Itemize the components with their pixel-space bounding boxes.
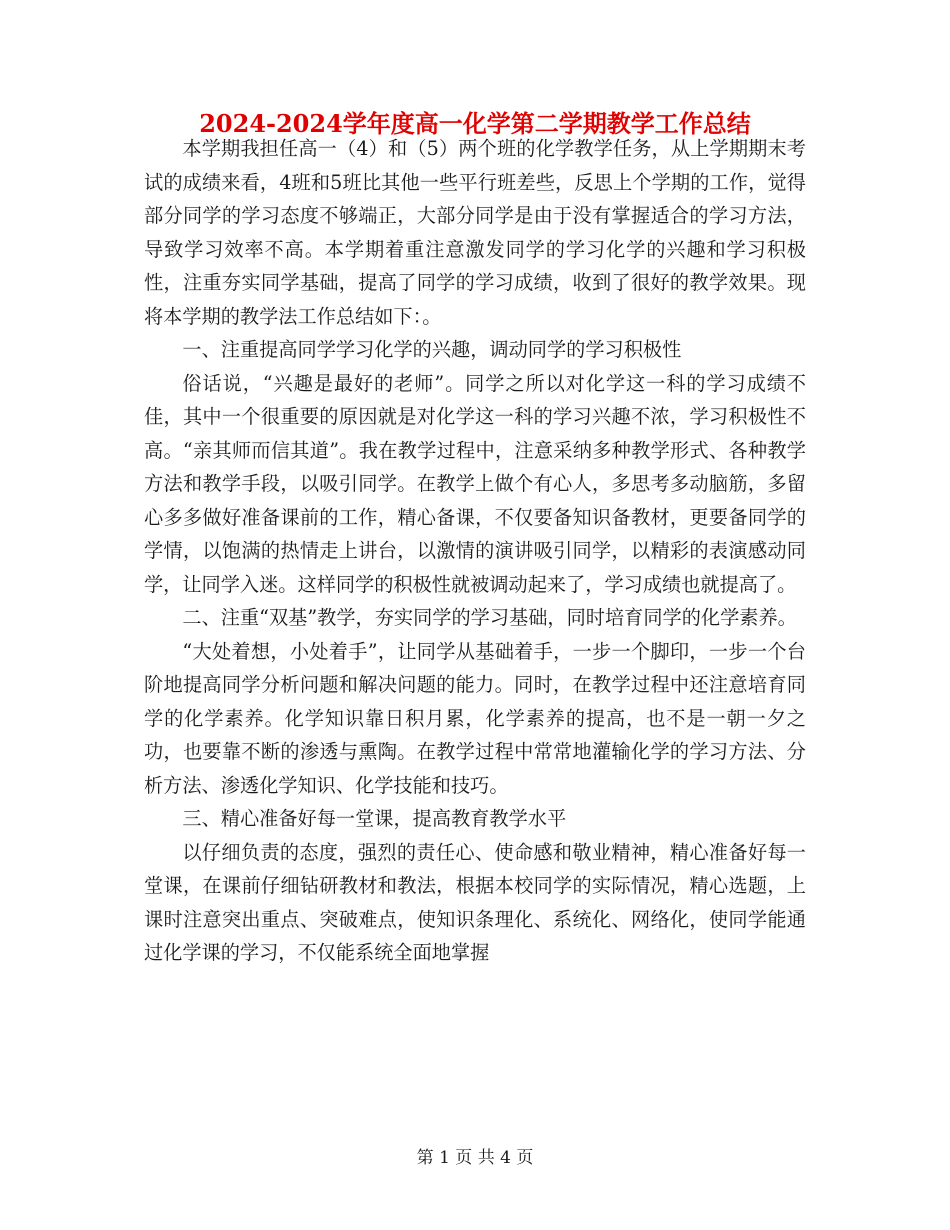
section-heading-3: 三、精心准备好每一堂课，提高教育教学水平 — [182, 807, 567, 830]
document-body — [144, 132, 806, 970]
paragraph-section-2: “大处着想，小处着手”，让同学从基础着手，一步一个脚印，一步一个台阶地提高同学分析问题和解决问题的能力。同时，在教学过程中还注意培育同学的化学素养。化学知识靠日积月累，化学素养的提高，也不是一朝一夕之功，也要靠不断的渗透与熏陶。在教学过程中常常地灌输化学的学习方法、分析方法、渗透化学知识、化学技能和技巧。 — [144, 639, 806, 797]
paragraph-intro: 本学期我担任高一（4）和（5）两个班的化学教学任务，从上学期期末考试的成绩来看，4班和5班比其他一些平行班差些，反思上个学期的工作，觉得部分同学的学习态度不够端正，大部分同学是由于没有掌握适合的学习方法，导致学习效率不高。本学期着重注意激发同学的学习化学的兴趣和学习积极性，注重夯实同学基础，提高了同学的学习成绩，收到了很好的教学效果。现将本学期的教学法工作总结如下：。 — [144, 137, 806, 328]
paragraph-section-3: 以仔细负责的态度，强烈的责任心、使命感和敬业精神，精心准备好每一堂课，在课前仔细钻研教材和教法，根据本校同学的实际情况，精心选题，上课时注意突出重点、突破难点，使知识条理化、系统化、网络化，使同学能通过化学课的学习，不仅能系统全面地掌握 — [144, 840, 806, 964]
page-footer: 第 1 页 共 4 页 — [416, 1148, 534, 1168]
paragraph-section-1: 俗话说，“兴趣是最好的老师”。同学之所以对化学这一科的学习成绩不佳，其中一个很重要的原因就是对化学这一科的学习兴趣不浓，学习积极性不高。“亲其师而信其道”。我在教学过程中，注意采纳多种教学形式、各种教学方法和教学手段，以吸引同学。在教学上做个有心人，多思考多动脑筋，多留心多多做好准备课前的工作，精心备课，不仅要备知识备教材，更要备同学的学情，以饱满的热情走上讲台，以激情的演讲吸引同学，以精彩的表演感动同学，让同学入迷。这样同学的积极性就被调动起来了，学习成绩也就提高了。 — [144, 371, 806, 596]
document-title: 2024-2024学年度高一化学第二学期教学工作总结 — [199, 109, 751, 138]
section-heading-2: 二、注重“双基”教学，夯实同学的学习基础，同时培育同学的化学素养。 — [182, 606, 797, 629]
section-heading-1: 一、注重提高同学学习化学的兴趣，调动同学的学习积极性 — [182, 338, 682, 361]
